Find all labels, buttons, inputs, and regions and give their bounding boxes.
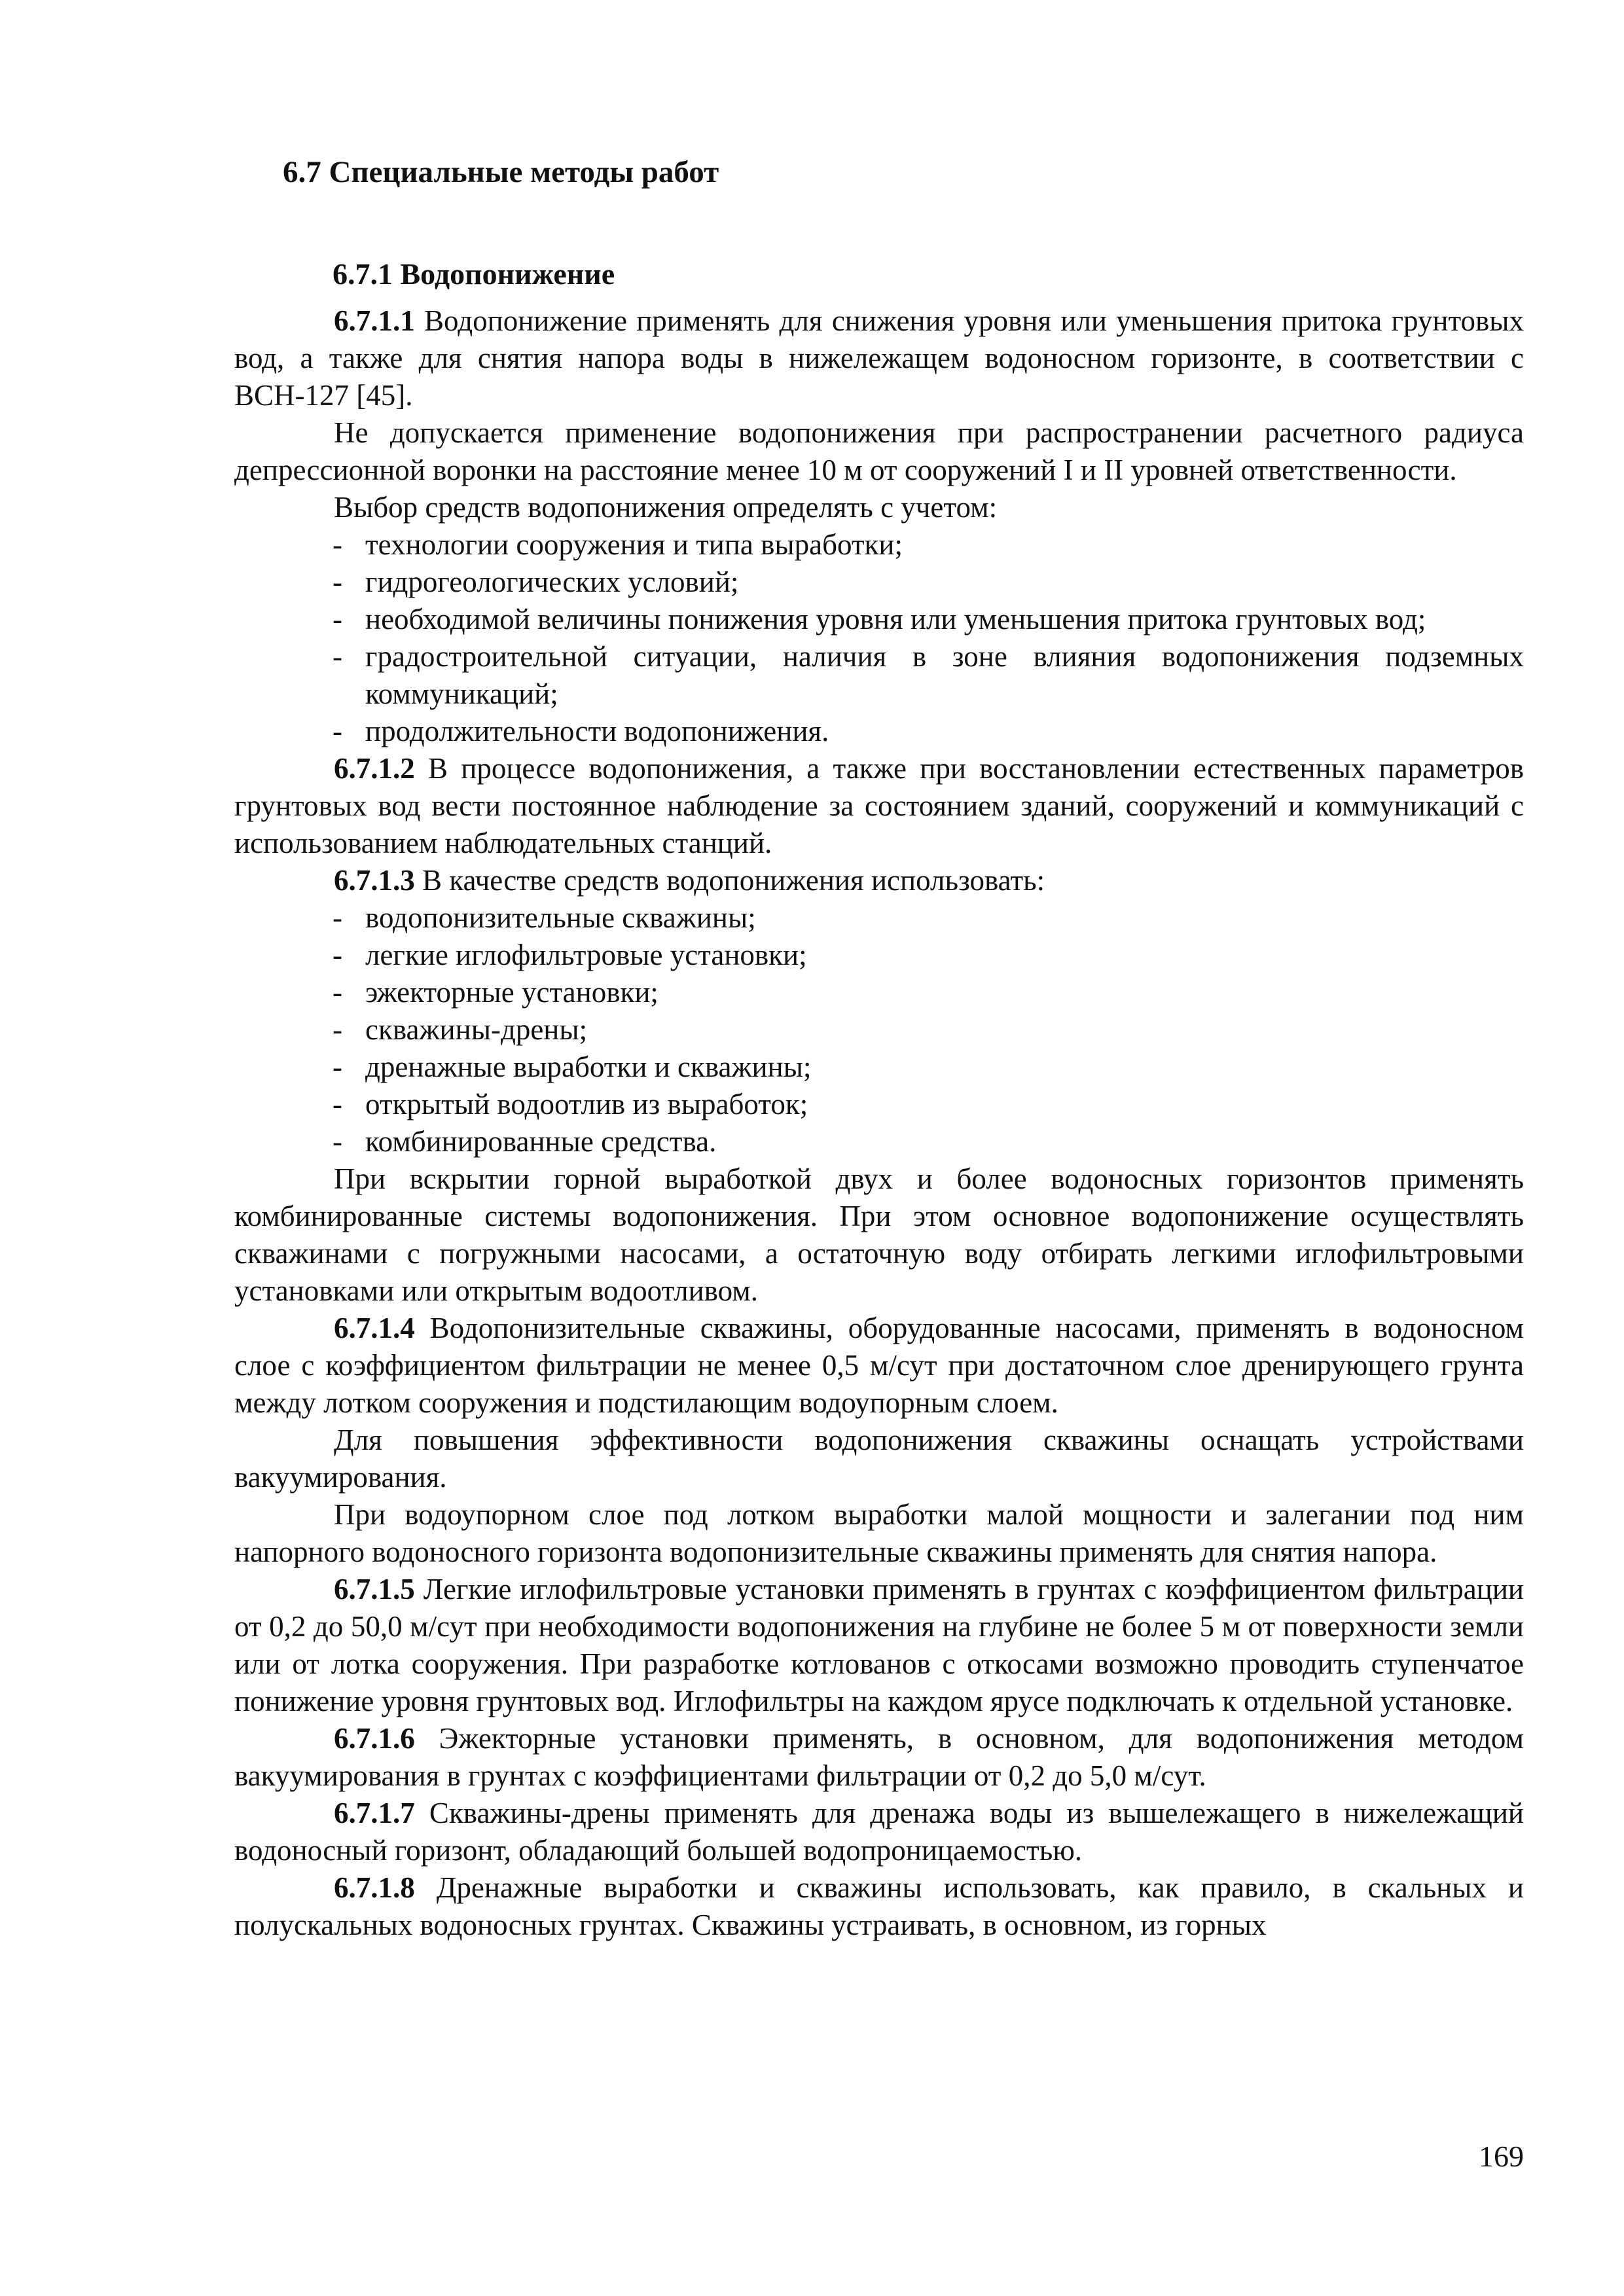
document-body bbox=[234, 302, 1524, 1944]
list-item: - продолжительности водопонижения. bbox=[234, 713, 1524, 750]
paragraph-text: Скважины-дрены применять для дренажа воды из вышележащего в нижележащий водоносный горизонт, обладающий большей водопроницаемостью. bbox=[234, 1797, 1524, 1867]
paragraph: При вскрытии горной выработкой двух и более водоносных горизонтов применять комбинированные системы водопонижения. При этом основное водопонижение осуществлять скважинами с погружными насосами, а остаточную воду отбирать легкими иглофильтровыми установками или открытым водоотливом. bbox=[234, 1162, 1524, 1307]
list-item: - гидрогеологических условий; bbox=[234, 564, 1524, 601]
list-item: - водопонизительные скважины; bbox=[234, 899, 1524, 937]
section-title: 6.7 Специальные методы работ bbox=[283, 155, 719, 189]
list-item: - технологии сооружения и типа выработки; bbox=[234, 526, 1524, 564]
dash-list-selection-criteria bbox=[234, 526, 1524, 750]
list-item: - комбинированные средства. bbox=[234, 1123, 1524, 1160]
list-item: - градостроительной ситуации, наличия в зоне влияния водопонижения подземных коммуникаций; bbox=[234, 638, 1524, 713]
paragraph-text: Водопонижение применять для снижения уровня или уменьшения притока грунтовых вод, а также для снятия напора воды в нижележащем водоносном горизонте, в соответствии с ВСН-127 [45]. bbox=[234, 304, 1524, 412]
paragraph-6-7-1-2 bbox=[234, 750, 1524, 862]
list-item: - необходимой величины понижения уровня или уменьшения притока грунтовых вод; bbox=[234, 601, 1524, 638]
clause-number: 6.7.1.5 bbox=[334, 1573, 415, 1605]
paragraph-6-7-1-1 bbox=[234, 302, 1524, 414]
clause-number: 6.7.1.7 bbox=[334, 1797, 415, 1829]
paragraph: Для повышения эффективности водопонижения скважины оснащать устройствами вакуумирования. bbox=[234, 1424, 1524, 1494]
clause-number: 6.7.1.2 bbox=[334, 752, 415, 785]
list-item: - эжекторные установки; bbox=[234, 974, 1524, 1011]
paragraph: Не допускается применение водопонижения при распространении расчетного радиуса депрессионной воронки на расстояние менее 10 м от сооружений I и II уровней ответственности. bbox=[234, 416, 1524, 486]
paragraph: Выбор средств водопонижения определять с учетом: bbox=[334, 491, 998, 524]
list-item: - легкие иглофильтровые установки; bbox=[234, 937, 1524, 974]
clause-number: 6.7.1.8 bbox=[334, 1871, 415, 1904]
clause-number: 6.7.1.4 bbox=[334, 1312, 415, 1344]
paragraph-6-7-1-3 bbox=[234, 862, 1524, 899]
paragraph-text: Эжекторные установки применять, в основном, для водопонижения методом вакуумирования в грунтах с коэффициентами фильтрации от 0,2 до 5,0 м/сут. bbox=[234, 1722, 1524, 1792]
paragraph: При водоупорном слое под лотком выработки малой мощности и залегании под ним напорного водоносного горизонта водопонизительные скважины применять для снятия напора. bbox=[234, 1498, 1524, 1568]
paragraph-text: Легкие иглофильтровые установки применять в грунтах с коэффициентом фильтрации от 0,2 до 50,0 м/сут при необходимости водопонижения на глубине не более 5 м от поверхности земли или от лотка сооружения. При разработке котлованов с откосами возможно проводить ступенчатое понижение уровня грунтовых вод. Иглофильтры на каждом ярусе подключать к отдельной установке. bbox=[234, 1573, 1524, 1717]
paragraph-text: Водопонизительные скважины, оборудованные насосами, применять в водоносном слое с коэффициентом фильтрации не менее 0,5 м/сут при достаточном слое дренирующего грунта между лотком сооружения и подстилающим водоупорным слоем. bbox=[234, 1312, 1524, 1419]
paragraph-6-7-1-8 bbox=[234, 1869, 1524, 1944]
dash-list-dewatering-means bbox=[234, 899, 1524, 1160]
list-item: - открытый водоотлив из выработок; bbox=[234, 1086, 1524, 1123]
paragraph-text: В процессе водопонижения, а также при восстановлении естественных параметров грунтовых вод вести постоянное наблюдение за состоянием зданий, сооружений и коммуникаций с использованием наблюдательных станций. bbox=[234, 752, 1524, 859]
paragraph-text: В качестве средств водопонижения использовать: bbox=[414, 864, 1045, 897]
list-item: - дренажные выработки и скважины; bbox=[234, 1049, 1524, 1086]
paragraph-6-7-1-5 bbox=[234, 1571, 1524, 1720]
list-item: - скважины-дрены; bbox=[234, 1011, 1524, 1049]
paragraph-6-7-1-6 bbox=[234, 1720, 1524, 1795]
paragraph-6-7-1-7 bbox=[234, 1795, 1524, 1869]
clause-number: 6.7.1.6 bbox=[334, 1722, 415, 1755]
paragraph-text: Дренажные выработки и скважины использовать, как правило, в скальных и полускальных водоносных грунтах. Скважины устраивать, в основном, из горных bbox=[234, 1871, 1524, 1941]
paragraph-6-7-1-4 bbox=[234, 1310, 1524, 1422]
subsection-title: 6.7.1 Водопонижение bbox=[333, 257, 615, 291]
clause-number: 6.7.1.1 bbox=[334, 304, 415, 337]
page-number: 169 bbox=[1479, 2140, 1524, 2173]
clause-number: 6.7.1.3 bbox=[334, 864, 415, 897]
